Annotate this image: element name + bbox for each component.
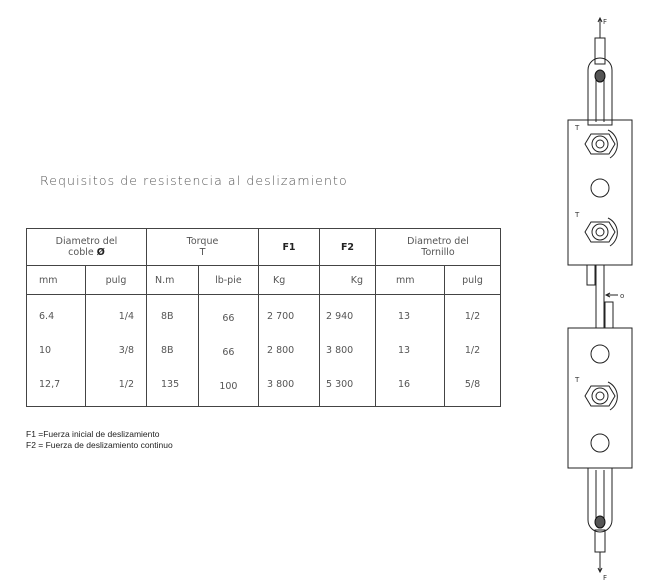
col-bolt-mm: [376, 295, 445, 407]
note-f1: F1 =Fuerza inicial de deslizamiento: [26, 429, 160, 439]
cable-stub-top: [595, 38, 605, 64]
legend-notes: [26, 429, 173, 451]
thimble-top: [595, 70, 605, 82]
bolt-hex-1: [585, 134, 615, 154]
table-cell: 12,7: [39, 378, 61, 390]
table-cell: 2 700: [267, 310, 295, 322]
col-f1: [259, 295, 320, 407]
unit-cell: mm: [376, 266, 445, 295]
table-cell: 13: [398, 344, 411, 356]
table-units-row: [27, 266, 501, 295]
table-cell: 8B: [161, 310, 174, 322]
col-f2: [320, 295, 376, 407]
bolt-hex-2: [585, 222, 615, 242]
col-lbpie: [198, 295, 258, 407]
torque-mark-3: T: [575, 376, 580, 384]
unit-cell: N.m: [147, 266, 199, 295]
page-title: Requisitos de resistencia al deslizamiento: [40, 173, 348, 188]
header-torque-line2: T: [199, 247, 206, 258]
force-label-top: F: [603, 18, 608, 26]
table-cell: 10: [39, 344, 52, 356]
unit-cell: Kg: [320, 266, 376, 295]
force-label-bottom: F: [603, 574, 608, 582]
table-cell: 6.4: [39, 310, 55, 322]
table-cell: 66: [222, 346, 235, 358]
header-cable-diameter-line1: Diametro del: [55, 236, 118, 247]
header-bolt-diameter: [376, 229, 501, 266]
header-cable-diameter: [27, 229, 147, 266]
cable-end-right: [605, 302, 613, 328]
thimble-bottom: [595, 516, 605, 528]
cable-end-left: [587, 265, 595, 285]
header-torque-line1: Torque: [186, 236, 219, 247]
table-cell: 5 300: [326, 378, 354, 390]
bolt-hex-3: [585, 386, 615, 406]
unit-cell: mm: [27, 266, 86, 295]
table-cell: 3 800: [326, 344, 354, 356]
table-cell: 135: [161, 378, 180, 390]
header-cable-symbol: Ø: [96, 247, 105, 258]
header-cable-diameter-line2: coble: [68, 247, 94, 258]
table-cell: 13: [398, 310, 411, 322]
torque-mark-1: T: [575, 124, 580, 132]
unit-cell: pulg: [445, 266, 501, 295]
hole-lower-1: [591, 345, 609, 363]
col-mm: [27, 295, 86, 407]
cable-loop-top: [588, 58, 612, 125]
requirements-table: [26, 228, 501, 407]
cable-stub-bottom: [595, 530, 605, 552]
header-f2: F2: [320, 229, 376, 266]
table-cell: 100: [219, 380, 238, 392]
table-cell: 8B: [161, 344, 174, 356]
table-cell: 5/8: [464, 378, 481, 390]
table-cell: 3 800: [267, 378, 295, 390]
hole-lower-2: [591, 434, 609, 452]
col-pulg: [86, 295, 147, 407]
hole-upper: [591, 179, 609, 197]
torque-mark-2: T: [575, 211, 580, 219]
gap-label: o: [620, 292, 625, 300]
unit-cell: lb-pie: [198, 266, 258, 295]
table-cell: 1/4: [118, 310, 134, 322]
table-cell: 1/2: [464, 310, 481, 322]
note-f2: F2 = Fuerza de deslizamiento continuo: [26, 440, 173, 450]
unit-cell: pulg: [86, 266, 147, 295]
header-f1: F1: [259, 229, 320, 266]
clamp-body-lower: [568, 328, 632, 468]
table-cell: 16: [398, 378, 411, 390]
table-cell: 1/2: [118, 378, 134, 390]
table-cell: 2 940: [326, 310, 354, 322]
unit-cell: Kg: [259, 266, 320, 295]
header-bolt-diameter-line1: Diametro del: [407, 236, 469, 247]
table-cell: 1/2: [464, 344, 481, 356]
table-cell: 3/8: [118, 344, 134, 356]
clamp-body-upper: [568, 120, 632, 265]
col-bolt-pulg: [445, 295, 501, 407]
table-header-row: [27, 229, 501, 266]
table-body: [27, 295, 501, 407]
table-cell: 2 800: [267, 344, 295, 356]
table-cell: 66: [222, 312, 235, 324]
header-bolt-diameter-line2: Tornillo: [421, 247, 455, 258]
col-nm: [147, 295, 199, 407]
cable-clamp-drawing: [560, 10, 640, 582]
header-torque: [147, 229, 259, 266]
